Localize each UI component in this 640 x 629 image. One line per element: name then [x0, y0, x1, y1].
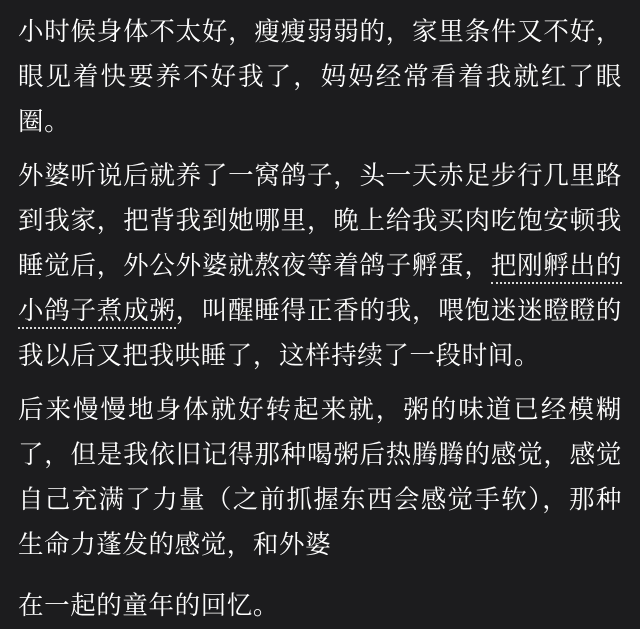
paragraph-2 — [18, 154, 622, 379]
paragraph-2-emphasis: 把刚孵出的小鸽子煮成粥 — [18, 252, 622, 329]
clipped-bottom-line-text: 在一起的童年的回忆。 — [18, 592, 280, 620]
clipped-bottom-line — [18, 592, 622, 629]
paragraph-1: 小时候身体不太好，瘦瘦弱弱的，家里条件又不好，眼见着快要养不好我了，妈妈经常看着我就红了眼圈。 — [18, 18, 622, 136]
paragraph-3: 后来慢慢地身体就好转起来就，粥的味道已经模糊了，但是我依旧记得那种喝粥后热腾腾的感觉，感觉自己充满了力量（之前抓握东西会感觉手软），那种生命力蓬发的感觉，和外婆 — [18, 396, 622, 559]
paragraph-2-part-a: 外婆听说后就养了一窝鸽子，头一天赤足步行几里路到我家，把背我到她哪里，晚上给我买肉吃饱安顿我睡觉后，外公外婆就熬夜等着鸽子孵蛋， — [18, 162, 622, 280]
paragraph-2-part-b: ，叫醒睡得正香的我，喂饱迷迷瞪瞪的我以后又把我哄睡了，这样持续了一段时间。 — [18, 297, 622, 370]
